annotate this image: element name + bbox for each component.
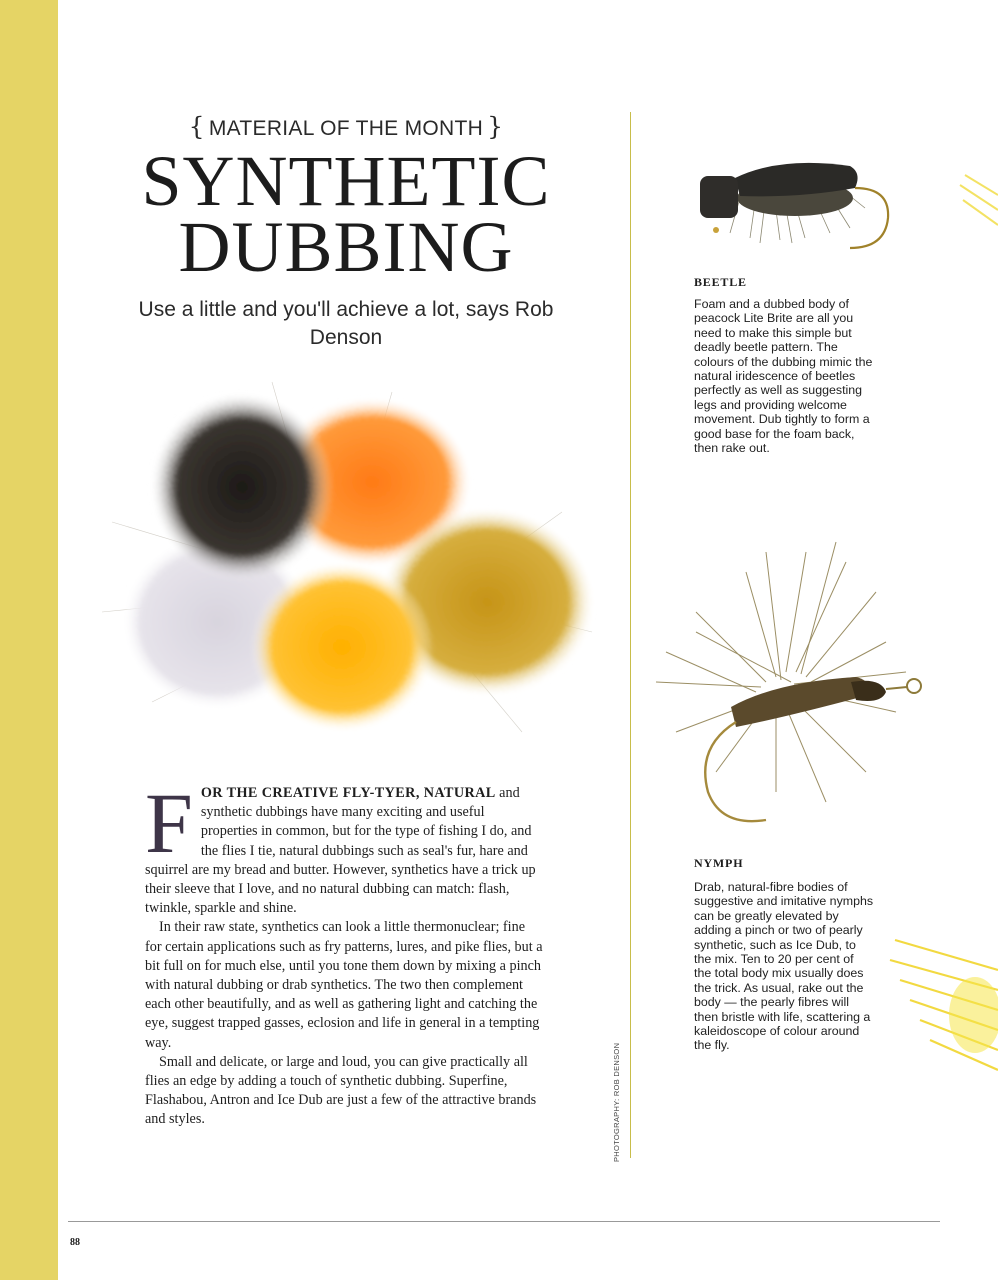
- decorative-yellow-streak-top: [955, 170, 998, 240]
- footer-rule: [68, 1221, 940, 1222]
- headline: [100, 141, 592, 287]
- section-kicker: [120, 112, 572, 141]
- drop-cap: F: [145, 775, 193, 871]
- lead-in-caps: OR THE CREATIVE FLY-TYER, NATURAL: [200, 785, 496, 801]
- open-brace: {: [188, 112, 205, 141]
- article-body: [145, 775, 543, 1130]
- article-paragraph-1: [145, 775, 543, 918]
- beetle-caption-body: Foam and a dubbed body of peacock Lite Brite are all you need to make this simple but deadly beetle pattern. The colours of the dubbing mimic the natural iridescence of beetles perfectly as well as suggesting legs and providing welcome movement. Dub tightly to form a good base for the foam back, then rake out.: [694, 297, 873, 456]
- page-number: 88: [70, 1237, 80, 1248]
- article-paragraph-3: Small and delicate, or large and loud, you can give practically all flies an edge by adding a touch of synthetic dubbing. Superfine, Flashabou, Antron and Ice Dub are just a few of the attractive brands and styles.: [145, 1053, 537, 1128]
- nymph-caption-title: NYMPH: [694, 856, 744, 870]
- yellow-dubbing-tuft: [250, 562, 434, 732]
- page-edge-stripe: [0, 0, 58, 1280]
- beetle-fly-image: [680, 148, 900, 254]
- dubbing-tufts-image: [92, 372, 612, 764]
- black-dubbing-tuft: [150, 392, 334, 582]
- photo-credit: PHOTOGRAPHY: ROB DENSON: [612, 1042, 621, 1162]
- headline-line-1: SYNTHETIC: [141, 141, 551, 221]
- article-paragraph-2: In their raw state, synthetics can look a little thermonuclear; fine for certain applications such as fry patterns, lures, and pike flies, but a bit full on for much else, until you tone them down by mixing a pinch with natural dubbing or drab synthetics. The two then complement each other beautifully, and as well as gathering light and catching the eye, suggest trapped gasses, eclosion and life in general in a tempting way.: [145, 919, 543, 1051]
- beetle-caption-title: BEETLE: [694, 275, 747, 289]
- headline-line-2: DUBBING: [178, 207, 514, 287]
- nymph-caption-body: Drab, natural-fibre bodies of suggestive and imitative nymphs can be greatly elevated by adding a pinch or two of pearly synthetic, such as Ice Dub, to the mix. Ten to 20 per cent of the total body mix usually does the trick. As usual, rake out the body — the pearly fibres will then bristle with life, scattering a kaleidoscope of colour around the fly.: [694, 880, 874, 1053]
- paragraph-1-text: and synthetic dubbings have many exciting and useful properties in common, but for the type of fishing I do, and the flies I tie, natural dubbings such as seal's fur, hare and squirrel are my bread and butter. However, synthetics have a trick up their sleeve that I love, and no natural dubbing can match: flash, twinkle, sparkle and shine.: [145, 785, 536, 917]
- close-brace: }: [487, 112, 504, 141]
- decorative-yellow-streak-bottom: [880, 930, 998, 1080]
- kicker-text: MATERIAL OF THE MONTH: [208, 117, 484, 140]
- standfirst: Use a little and you'll achieve a lot, says Rob Denson: [138, 298, 554, 349]
- nymph-fly-image: [636, 532, 936, 842]
- column-divider: [630, 112, 631, 1158]
